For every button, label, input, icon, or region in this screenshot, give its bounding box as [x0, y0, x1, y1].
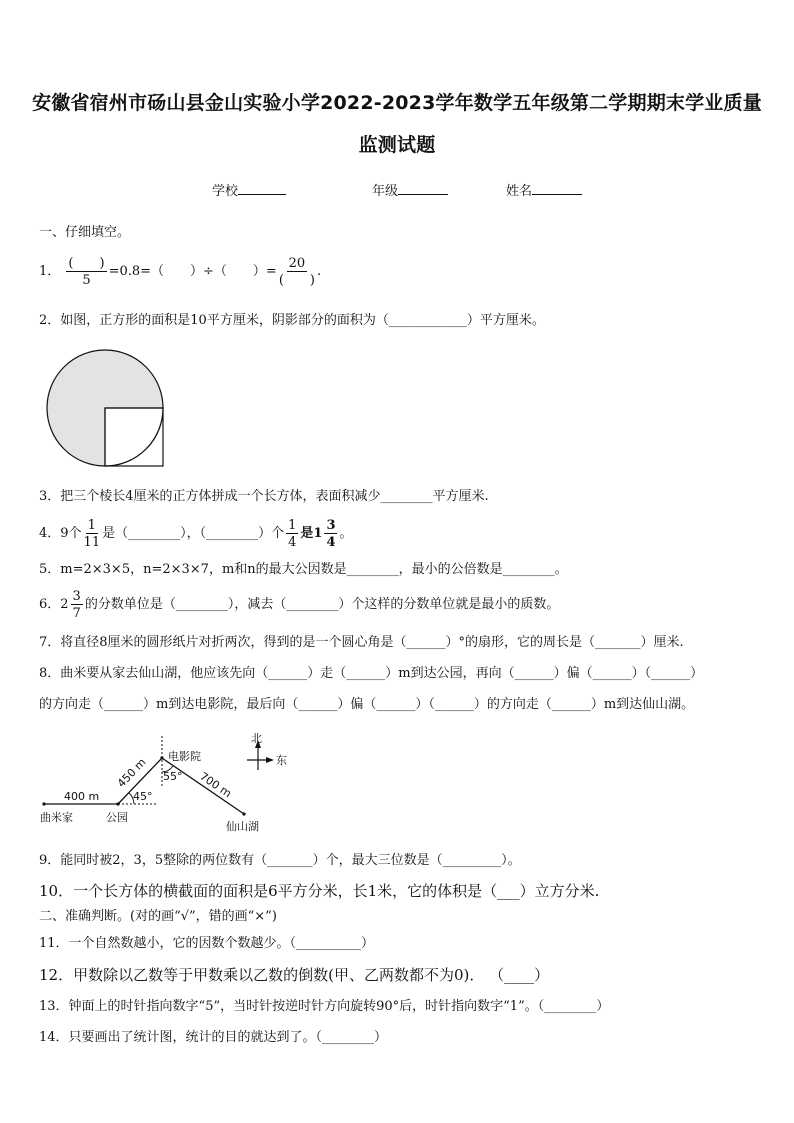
school-blank[interactable]	[238, 180, 286, 195]
school-field[interactable]	[212, 180, 286, 199]
grade-label: 年级	[372, 184, 399, 199]
section-2-heading: 二、准确判断。(对的画“√”，错的画“×”)	[39, 909, 277, 924]
home-label: 曲米家	[40, 811, 73, 824]
question-7: 7．将直径8厘米的圆形纸片对折两次，得到的是一个圆心角是（______）°的扇形，它的周长是（_______）厘米.	[39, 635, 684, 650]
angle-55-label: 55°	[163, 770, 183, 783]
q1-fraction-1-denominator: 5	[82, 272, 91, 288]
question-4	[39, 514, 353, 554]
q4-part-b[interactable]: 是（________），（________）个	[102, 526, 285, 541]
section-1-heading: 一、仔细填空。	[39, 225, 131, 240]
name-blank[interactable]	[532, 180, 582, 195]
q4-fraction-1-den: 11	[83, 534, 101, 550]
lake-label: 仙山湖	[226, 820, 259, 833]
name-field[interactable]	[506, 180, 582, 199]
q4-fraction-1-num: 1	[87, 517, 96, 533]
grade-blank[interactable]	[398, 180, 448, 195]
question-6	[39, 584, 559, 626]
distance-400: 400 m	[64, 790, 100, 803]
question-2: 2．如图，正方形的面积是10平方厘米，阴影部分的面积为（____________）平方厘米。	[39, 313, 545, 328]
question-9: 9．能同时被2，3，5整除的两位数有（_______）个，最大三位数是（_________）。	[39, 853, 521, 868]
question-5: 5．m=2×3×5，n=2×3×7，m和n的最大公因数是________，最小的公倍数是________。	[39, 562, 568, 577]
question-3: 3．把三个棱长4厘米的正方体拼成一个长方体，表面积减少________平方厘米.	[39, 489, 489, 504]
school-label: 学校	[212, 184, 239, 199]
question-11: 11．一个自然数越小，它的因数个数越少。（__________）	[39, 936, 375, 951]
q4-part-d: 。	[339, 526, 353, 541]
home-point	[42, 802, 45, 805]
q4-fraction-2-num: 1	[288, 517, 297, 533]
cinema-label: 电影院	[168, 750, 201, 763]
q1-number: 1．	[39, 264, 61, 279]
question-8-line-2: 的方向走（______）m到达电影院，最后向（______）偏（______）（______）的方向走（______）m到达仙山湖。	[39, 697, 695, 712]
q1-fraction-1	[66, 257, 106, 287]
q1-middle[interactable]: =0.8=（ ）÷（ ）=	[108, 264, 277, 279]
angle-45-label: 45°	[133, 790, 153, 803]
east-label: 东	[276, 754, 287, 767]
question-1	[39, 252, 321, 292]
north-label: 北	[251, 732, 262, 745]
park-point	[116, 802, 119, 805]
q4-fraction-3-den: 4	[326, 534, 336, 550]
question-8-line-1: 8．曲米要从家去仙山湖，他应该先向（______）走（______）m到达公园，再向（______）偏（______）（______）	[39, 666, 704, 681]
q6-fraction	[71, 590, 83, 620]
q6-part-a: 6．2	[39, 597, 69, 612]
q6-part-b[interactable]: 的分数单位是（________），减去（________）个这样的分数单位就是最小的质数。	[84, 597, 560, 612]
east-arrow-icon	[266, 757, 274, 763]
circle-square-figure	[44, 348, 168, 470]
q4-fraction-2-den: 4	[288, 534, 297, 550]
q1-fraction-1-numerator[interactable]: ( )	[68, 255, 105, 271]
q1-fraction-2-denominator[interactable]: ( )	[278, 272, 315, 288]
title-line-2: 监测试题	[358, 134, 436, 156]
distance-700: 700 m	[197, 769, 234, 801]
cinema-point	[160, 756, 163, 759]
grade-field[interactable]	[372, 180, 448, 199]
title-line-1: 安徽省宿州市砀山县金山实验小学2022-2023学年数学五年级第二学期期末学业质量	[32, 92, 762, 114]
question-10: 10．一个长方体的横截面的面积是6平方分米，长1米，它的体积是（___）立方分米.	[39, 882, 600, 900]
q1-fraction-2	[279, 257, 315, 287]
q1-fraction-2-numerator: 20	[288, 255, 306, 271]
q4-part-a: 4．9个	[39, 526, 82, 541]
distance-450: 450 m	[114, 755, 149, 791]
q4-fraction-2	[286, 519, 298, 549]
q1-end: .	[316, 264, 322, 279]
route-cinema-lake	[162, 758, 244, 814]
q4-fraction-3	[324, 519, 337, 549]
q4-fraction-3-num: 3	[326, 517, 336, 533]
question-13: 13．钟面上的时针指向数字“5”，当时针按逆时针方向旋转90°后，时针指向数字“1”。（________）	[39, 999, 610, 1014]
q4-fraction-1	[84, 519, 101, 549]
route-map	[36, 728, 296, 838]
q4-part-c: 是1	[300, 526, 323, 541]
q6-fraction-den: 7	[72, 605, 81, 621]
question-12: 12．甲数除以乙数等于甲数乘以乙数的倒数(甲、乙两数都不为0)． （____）	[39, 966, 550, 984]
park-label: 公园	[106, 811, 128, 824]
lake-point	[242, 812, 245, 815]
unshaded-quarter	[105, 408, 163, 466]
name-label: 姓名	[506, 184, 533, 199]
question-14: 14．只要画出了统计图，统计的目的就达到了。（________）	[39, 1030, 388, 1045]
q6-fraction-num: 3	[72, 588, 81, 604]
